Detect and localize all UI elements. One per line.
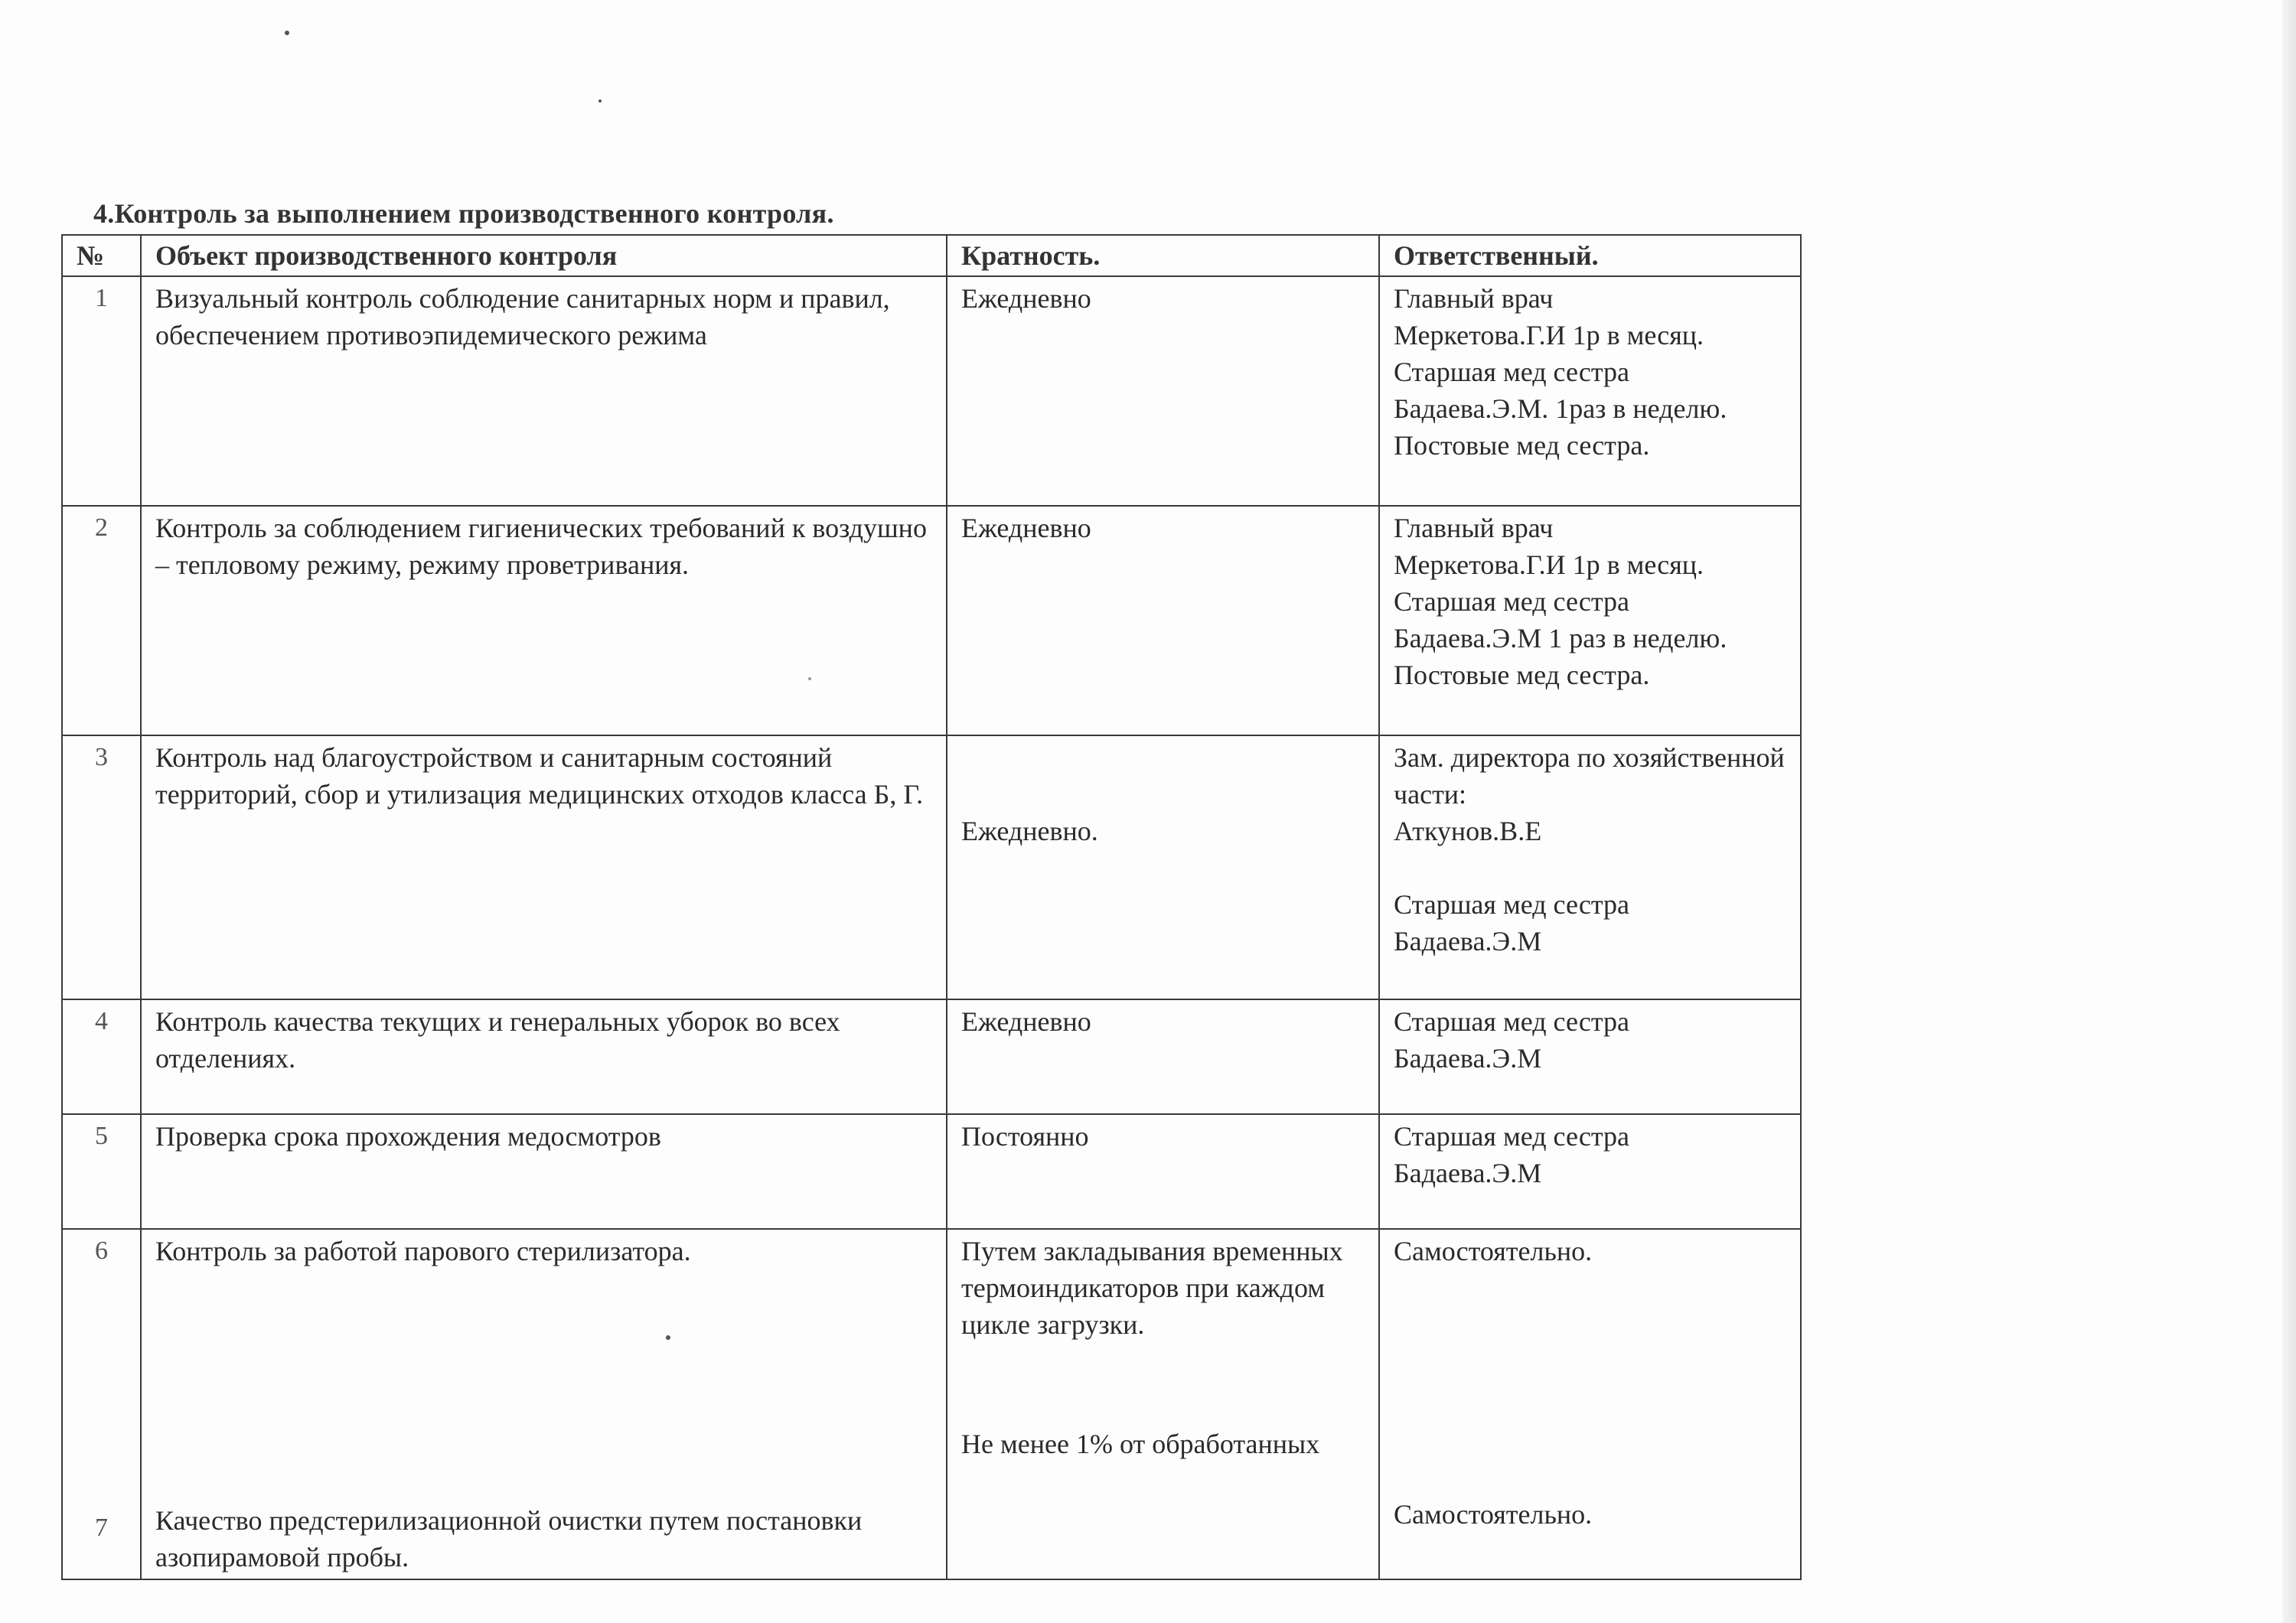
responsible-line: Старшая мед сестра <box>1394 1121 1629 1152</box>
table-header-row <box>62 235 1801 276</box>
row-number <box>62 1229 141 1579</box>
row-frequency: Ежедневно <box>947 999 1379 1114</box>
responsible-line: Главный врач <box>1394 283 1554 314</box>
row-object: Проверка срока прохождения медосмотров <box>141 1114 947 1229</box>
row-responsible <box>1379 999 1801 1114</box>
row-object <box>141 1229 947 1579</box>
row-frequency: Постоянно <box>947 1114 1379 1229</box>
responsible-line: Старшая мед сестра <box>1394 357 1629 387</box>
row-object: Контроль над благоустройством и санитарным состояний территорий, сбор и утилизация медицинских отходов класса Б, Г. <box>141 735 947 999</box>
table-row <box>62 276 1801 506</box>
scan-speck <box>598 99 602 103</box>
row-object: Контроль за соблюдением гигиенических требований к воздушно – тепловому режиму, режиму проветривания. <box>141 506 947 735</box>
frequency-row-6: Путем закладывания временных термоиндикаторов при каждом цикле загрузки. <box>961 1236 1343 1340</box>
responsible-line: Бадаева.Э.М <box>1394 1043 1542 1074</box>
responsible-line: Старшая мед сестра <box>1394 1006 1629 1037</box>
responsible-line: Постовые мед сестра. <box>1394 430 1650 461</box>
header-responsible: Ответственный. <box>1379 235 1801 276</box>
row-frequency <box>947 1229 1379 1579</box>
responsible-line: Старшая мед сестра <box>1394 889 1629 920</box>
responsible-line: Бадаева.Э.М. 1раз в неделю. <box>1394 393 1727 424</box>
row-number-7: 7 <box>95 1514 108 1542</box>
table-row <box>62 735 1801 999</box>
row-number-6: 6 <box>95 1237 108 1265</box>
row-number: 4 <box>62 999 141 1114</box>
responsible-line: Постовые мед сестра. <box>1394 660 1650 690</box>
document-title: 4.Контроль за выполнением производственного контроля. <box>93 198 834 229</box>
row-responsible <box>1379 1114 1801 1229</box>
row-frequency: Ежедневно <box>947 276 1379 506</box>
row-responsible <box>1379 735 1801 999</box>
row-responsible <box>1379 1229 1801 1579</box>
responsible-line: Аткунов.В.Е <box>1394 816 1542 846</box>
responsible-line: Бадаева.Э.М <box>1394 1158 1542 1188</box>
row-number: 2 <box>62 506 141 735</box>
frequency-text: Ежедневно. <box>961 816 1098 846</box>
row-number: 3 <box>62 735 141 999</box>
responsible-row-6: Самостоятельно. <box>1394 1236 1593 1266</box>
responsible-line: Главный врач <box>1394 513 1554 543</box>
table-row <box>62 1229 1801 1579</box>
row-number: 5 <box>62 1114 141 1229</box>
scan-edge-shadow <box>2282 0 2296 1623</box>
row-responsible <box>1379 506 1801 735</box>
header-num: № <box>62 235 141 276</box>
control-table <box>61 234 1802 1580</box>
row-responsible <box>1379 276 1801 506</box>
object-row-6: Контроль за работой парового стерилизатора. <box>155 1236 691 1266</box>
responsible-line: Зам. директора по хозяйственной части: <box>1394 742 1785 810</box>
row-object: Контроль качества текущих и генеральных уборок во всех отделениях. <box>141 999 947 1114</box>
frequency-row-7: Не менее 1% от обработанных <box>961 1429 1320 1459</box>
responsible-line: Старшая мед сестра <box>1394 586 1629 617</box>
responsible-spacer <box>1394 849 1786 886</box>
table-row <box>62 999 1801 1114</box>
header-frequency: Кратность. <box>947 235 1379 276</box>
responsible-line: Бадаева.Э.М <box>1394 926 1542 957</box>
responsible-line: Меркетова.Г.И 1р в месяц. <box>1394 320 1704 350</box>
header-object: Объект производственного контроля <box>141 235 947 276</box>
row-frequency: Ежедневно <box>947 506 1379 735</box>
table-row <box>62 506 1801 735</box>
row-number: 1 <box>62 276 141 506</box>
object-row-7: Качество предстерилизационной очистки путем постановки азопирамовой пробы. <box>155 1505 863 1572</box>
row-frequency <box>947 735 1379 999</box>
responsible-row-7: Самостоятельно. <box>1394 1499 1593 1530</box>
responsible-line: Меркетова.Г.И 1р в месяц. <box>1394 549 1704 580</box>
scan-speck <box>285 31 289 35</box>
table-row <box>62 1114 1801 1229</box>
row-object: Визуальный контроль соблюдение санитарных норм и правил, обеспечением противоэпидемического режима <box>141 276 947 506</box>
responsible-line: Бадаева.Э.М 1 раз в неделю. <box>1394 623 1727 653</box>
